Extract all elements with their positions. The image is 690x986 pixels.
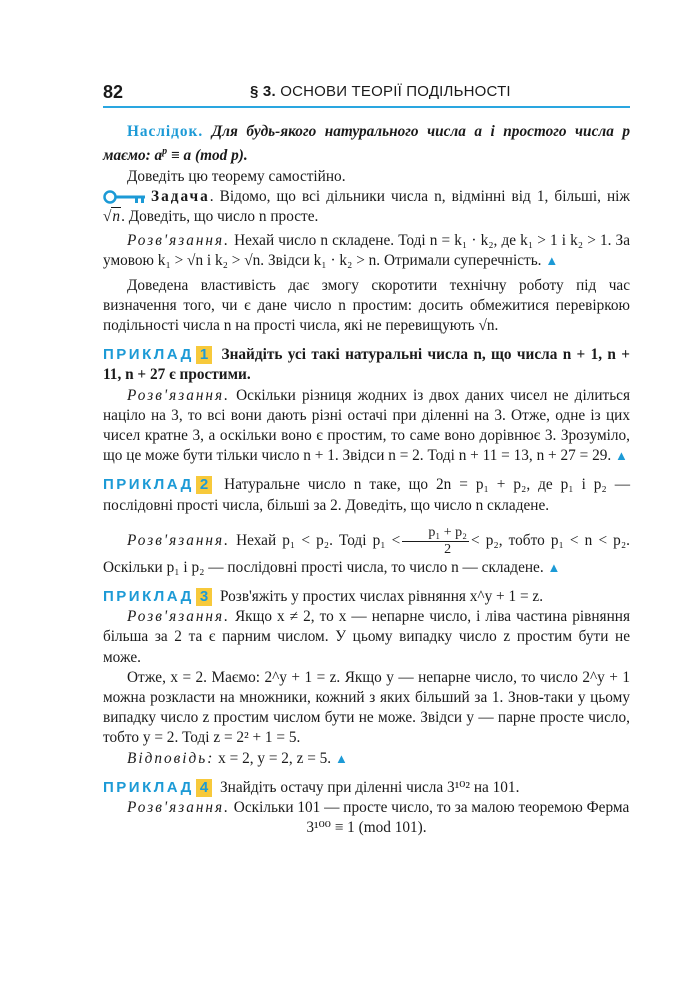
example-2 <box>103 475 630 515</box>
example-label: ПРИКЛАД <box>103 587 194 605</box>
triangle-icon: ▲ <box>334 750 348 766</box>
corollary-text2: ≡ a (mod p). <box>167 147 248 165</box>
example-4-formula: 3¹⁰⁰ ≡ 1 (mod 101). <box>306 819 427 837</box>
example-3-answer <box>103 749 630 769</box>
answer-text: x = 2, y = 2, z = 5. <box>218 749 332 767</box>
corollary-text: Для будь-якого натурального числа a і простого числа p маємо: a <box>103 123 631 165</box>
example-3-solution <box>103 607 630 668</box>
solution-label: Розв'язання. <box>127 798 230 816</box>
example-number: 2 <box>196 476 212 494</box>
example-4 <box>103 778 630 798</box>
corollary-exp: p <box>162 146 168 158</box>
task-label: Задача <box>151 187 210 205</box>
example-1-solution <box>103 386 630 467</box>
solution-text-a: Нехай p₁ < p₂. Тоді p₁ < <box>236 531 401 549</box>
triangle-icon: ▲ <box>547 559 561 575</box>
remark: Доведена властивість дає змогу скоротити технічну роботу під час визначення того, чи є дане число n простим: досить обмежитися перевіркою подільності числа n на прості числа, які не перевищують √n. <box>103 276 630 334</box>
example-number: 4 <box>196 779 212 797</box>
example-number: 1 <box>196 346 212 364</box>
task-text2: . Доведіть, що число n просте. <box>121 207 319 225</box>
triangle-icon: ▲ <box>615 448 628 464</box>
fraction-numerator: p₁ + p₂ <box>402 525 469 542</box>
page-header <box>103 78 630 108</box>
example-statement: Натуральне число n таке, що 2n = p₁ + p₂, де p₁ і p₂ — послідовні прості числа, більші за 2. Доведіть, що число n складене. <box>103 476 631 514</box>
example-3-para2: Отже, x = 2. Маємо: 2^y + 1 = z. Якщо y — непарне число, то число 2^y + 1 можна розкласти на множники, кожний з яких більший за 1. Знов-таки у цьому випадку число z простим числом бути не може. Звідси y — парне просте число, тобто y = 2. Тоді z = 2² + 1 = 5. <box>103 668 630 747</box>
example-label: ПРИКЛАД <box>103 346 194 364</box>
example-statement: Розв'яжіть у простих числах рівняння x^y + 1 = z. <box>220 587 544 605</box>
solution-text: Оскільки різниця жодних із двох даних чисел не ділиться націло на 3, то всі вони дають різні остачі при діленні на 3. Отже, одне із цих чисел кратне 3, а оскільки воно є простим, то саме воно дорівнює 3. Зрозуміло, що це може бути тільки число n + 1. Звідси n = 2. Тоді n + 11 = 13, n + 27 = 29. <box>103 386 630 465</box>
solution-label: Розв'язання. <box>127 531 230 549</box>
example-number: 3 <box>196 588 212 606</box>
page-content <box>103 122 630 838</box>
task-solution <box>103 231 630 271</box>
section-title <box>250 83 511 100</box>
example-3 <box>103 587 630 607</box>
fraction <box>402 525 469 558</box>
section-title-text: ОСНОВИ ТЕОРІЇ ПОДІЛЬНОСТІ <box>280 83 511 100</box>
answer-label: Відповідь: <box>127 749 215 767</box>
sqrt-arg: n <box>112 207 121 225</box>
example-2-solution <box>103 525 630 578</box>
page-number: 82 <box>103 82 124 102</box>
corollary <box>103 122 630 167</box>
example-statement: Знайдіть усі такі натуральні числа n, що числа n + 1, n + 11, n + 27 є простими. <box>103 346 630 384</box>
example-label: ПРИКЛАД <box>103 476 194 494</box>
solution-text-b: < p₂, тобто p₁ < n < p₂. Оскільки p₁ і p₂ — послідовні прості числа, то число n — складене. <box>103 531 630 576</box>
corollary-label: Наслідок. <box>127 123 204 140</box>
task-solution-text: Нехай число n складене. Тоді n = k₁ · k₂, де k₁ > 1 і k₂ > 1. За умовою k₁ > √n і k₂ > √n. Звідси k₁ · k₂ > n. Отримали суперечність. <box>103 232 631 270</box>
fraction-denominator: 2 <box>444 541 452 557</box>
solution-label: Розв'язання. <box>127 386 230 404</box>
section-label: § 3. <box>250 83 276 100</box>
example-statement: Знайдіть остачу при діленні числа 3¹⁰² на 101. <box>220 778 520 796</box>
task-solution-label: Розв'язання. <box>127 232 230 250</box>
solution-label: Розв'язання. <box>127 608 230 626</box>
example-label: ПРИКЛАД <box>103 778 194 796</box>
key-icon <box>103 190 147 204</box>
example-4-solution <box>103 798 630 818</box>
corollary-instruction: Доведіть цю теорему самостійно. <box>127 167 346 185</box>
solution-text: Якщо x ≠ 2, то x — непарне число, і ліва частина рівняння більша за 2 та є парним числом. У цьому випадку число z простим бути не може. <box>103 608 630 666</box>
solution-text: Оскільки 101 — просте число, то за малою теоремою Ферма <box>233 798 630 816</box>
sqrt-sign: √n <box>103 207 121 225</box>
example-1 <box>103 345 630 385</box>
task <box>103 187 630 227</box>
triangle-icon: ▲ <box>545 253 559 269</box>
task-text1: . Відомо, що всі дільники числа n, відмінні від 1, більші, ніж <box>209 187 630 205</box>
